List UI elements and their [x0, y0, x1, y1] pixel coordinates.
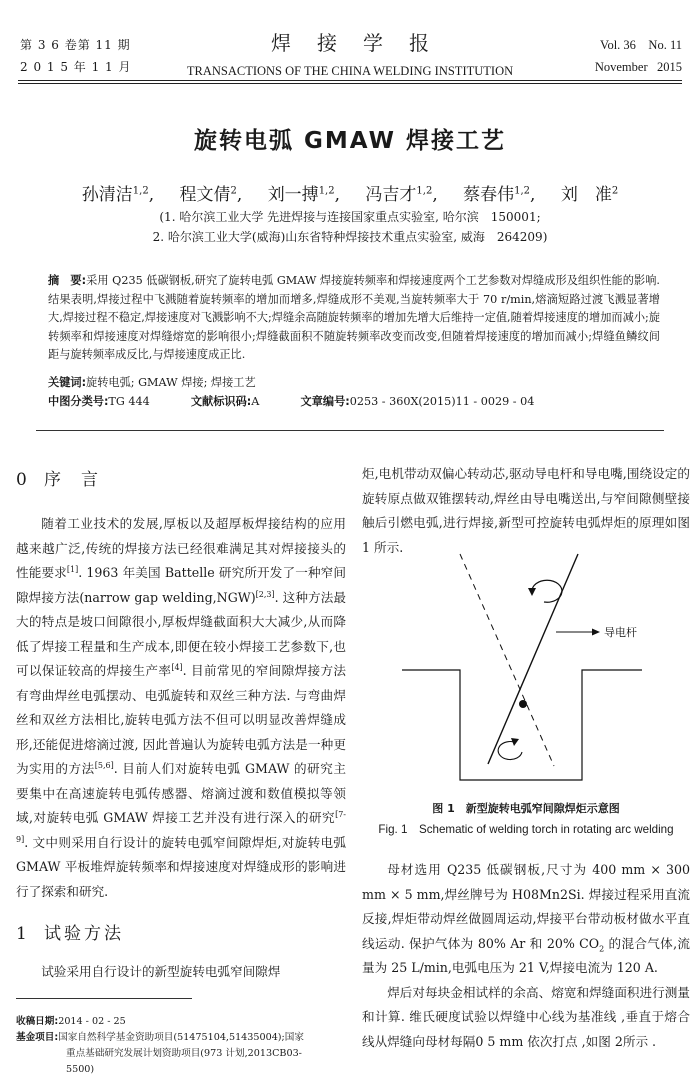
date-en: November 2015: [594, 60, 682, 74]
footnote-rule: [16, 998, 192, 999]
intro-paragraph: 随着工业技术的发展,厚板以及超厚板焊接结构的应用越来越广泛,传统的焊接方法已经很难满足其对焊接接头的性能要求[1]. 1963 年美国 Battelle 研究所开发了一种窄间隙焊接方法(narrow gap welding,NGW)[2,3]. 这种方法最大的特点是坡口间隙很小,厚板焊缝截面积大大减少,从而降低了焊接工程量和生产成本,即便在较小焊接工艺参数下,也可以保证较高的焊接生产率[4]. 目前常见的窄间隙焊接方法有弯曲焊丝电弧摆动、电弧旋转和双丝三种方法. 与弯曲焊丝和双丝方法相比,旋转电弧方法不但可以明显改善焊缝成形,还能促进熔滴过渡, 因此普遍认为旋转电弧方法是一种更为实用的方法[5,6]. 目前人们对旋转电弧 GMAW 的研究主要集中在高速旋转电弧传感器、熔滴过渡和数值模拟等领域,对旋转电弧 GMAW 焊接工艺并没有进行深入的研究[7-9]. 文中则采用自行设计的旋转电弧窄间隙焊炬,对旋转电弧 GMAW 平板堆焊旋转频率和焊接速度对焊缝成形的影响进行了探索和研究.: [16, 516, 347, 899]
author: 冯吉才$^{1,2}$,: [365, 185, 438, 205]
author: 程文倩$^2$,: [179, 185, 243, 205]
author: 刘一搏$^{1,2}$,: [267, 185, 340, 205]
figure-1-diagram: [362, 552, 690, 792]
clc-value: TG 444: [108, 395, 150, 408]
article-no-value: 0253 - 360X(2015)11 - 0029 - 04: [349, 395, 535, 408]
abstract-text: 采用 Q235 低碳钢板,研究了旋转电弧 GMAW 焊接旋转频率和焊接速度两个工艺参数对焊缝成形及组织性能的影响. 结果表明,焊接过程中飞溅随着旋转频率的增加而增多,焊缝成形不美观,当旋转频率大于 70 r/min,熔滴短路过渡飞溅显著增大,焊接过程不稳定,焊接速度对飞溅影响不大;焊缝余高随旋转频率的增加先增大后维持一定值,随着焊接速度的增加而减小;旋转频率和焊接速度对焊缝熔宽的影响很小;焊缝截面积不随旋转频率改变而改变,但随着焊接速度的增加而减小;焊缝鱼鳞纹间距与旋转频率成反比,与焊接速度成正比.: [48, 274, 660, 362]
section-heading-method: 1 试验方法: [16, 924, 124, 944]
left-column: [16, 462, 346, 985]
rotation-axis-dashed: [460, 554, 554, 766]
citation: [4]: [171, 662, 183, 672]
doc-code-label: 文献标识码:: [190, 395, 252, 408]
citation: [5,6]: [94, 760, 114, 770]
journal-title-zh: 焊接学报: [271, 31, 455, 55]
method-paragraph-start: 试验采用自行设计的新型旋转电弧窄间隙焊: [41, 964, 281, 979]
abstract-separator: [36, 430, 664, 431]
header-right: [595, 34, 682, 78]
affiliation-2: 2. 哈尔滨工业大学(威海)山东省特种焊接技术重点实验室, 威海 264209): [152, 230, 548, 244]
fund-label: 基金项目:: [16, 1032, 59, 1043]
date-zh: 2 0 1 5 年 1 1 月: [20, 60, 132, 74]
author: 刘 准$^2$: [560, 185, 619, 205]
figure-1-caption-zh: 图 1 新型旋转电弧窄间隙焊炬示意图: [432, 802, 620, 815]
top-rotation-arrow: [532, 580, 562, 602]
section-heading-intro: 0 序言: [16, 470, 118, 490]
conductive-rod: [488, 554, 578, 764]
header-rule: [18, 80, 682, 81]
right-column-bottom: [362, 858, 690, 1054]
received-date: 2014 - 02 - 25: [58, 1016, 126, 1027]
citation: [1]: [66, 564, 79, 574]
journal-title-en: TRANSACTIONS OF THE CHINA WELDING INSTITUTION: [186, 64, 514, 78]
paper-title: 旋转电弧 GMAW 焊接工艺: [194, 128, 506, 154]
conductive-rod-label: 导电杆: [604, 626, 637, 639]
author: 孙清洁$^{1,2}$,: [81, 185, 155, 205]
wire-tip-dot: [519, 700, 527, 708]
volume-issue-en: Vol. 36 No. 11: [600, 38, 682, 52]
materials-paragraph: 母材选用 Q235 低碳钢板,尺寸为 400 mm × 300 mm × 5 mm,焊丝牌号为 H08Mn2Si. 焊接过程采用直流反接,焊炬带动焊丝做圆周运动,焊接平台带动板材做水平直线运动. 保护气体为 80% Ar 和 20% $CO_2$ 的混合气体,流量为 25 L/min,电弧电压为 21 V,焊接电流为 120 A.: [362, 862, 690, 975]
received-label: 收稿日期:: [16, 1016, 59, 1027]
footnote-funding: 基金项目:国家自然科学基金资助项目(51475104,51435004);国家 重点基础研究发展计划资助项目(973 计划,2013CB03- 5500): [16, 1032, 304, 1075]
abstract: [48, 272, 660, 365]
right-column-top: [362, 462, 690, 560]
author: 蔡春伟$^{1,2}$,: [463, 185, 536, 205]
doc-code-value: A: [251, 395, 260, 408]
author-list: [0, 180, 700, 205]
citation: [7-9]: [16, 809, 346, 844]
classification-line: [48, 393, 660, 409]
measurement-paragraph: 焊后对每块金相试样的余高、熔宽和焊缝面积进行测量和计算. 维氏硬度试验以焊缝中心线为基准线 ,垂直于熔合线从焊缝向母材每隔0 5 mm 依次打点 ,如图 2所示 .: [362, 984, 690, 1049]
torch-paragraph: 炬,电机带动双偏心转动芯,驱动导电杆和导电嘴,围绕设定的旋转原点做双锥摆转动,焊丝由导电嘴送出,与窄间隙侧壁接触后引燃电弧,进行焊接,新型可控旋转电弧焊炬的原理如图 1 所示.: [362, 466, 690, 555]
header-center: [120, 30, 580, 82]
keywords-label: 关键词:: [48, 376, 87, 389]
footnote-received: [16, 1014, 346, 1030]
affiliation-1: (1. 哈尔滨工业大学 先进焊接与连接国家重点实验室, 哈尔滨 150001;: [159, 210, 541, 224]
header-rule-thin: [18, 83, 682, 84]
volume-issue-zh: 第 3 6 卷第 11 期: [20, 38, 131, 52]
article-no-label: 文章编号:: [300, 395, 350, 408]
bottom-rotation-arrow: [498, 742, 522, 760]
abstract-label: 摘 要:: [48, 274, 87, 287]
keywords: [48, 374, 660, 390]
keywords-text: 旋转电弧; GMAW 焊接; 焊接工艺: [86, 376, 256, 389]
citation: [2,3]: [255, 589, 275, 599]
groove-outline: [402, 670, 642, 780]
figure-1-caption-en: Fig. 1 Schematic of welding torch in rotating arc welding: [378, 823, 674, 836]
header-left: [20, 34, 132, 78]
clc-label: 中图分类号:: [48, 395, 109, 408]
